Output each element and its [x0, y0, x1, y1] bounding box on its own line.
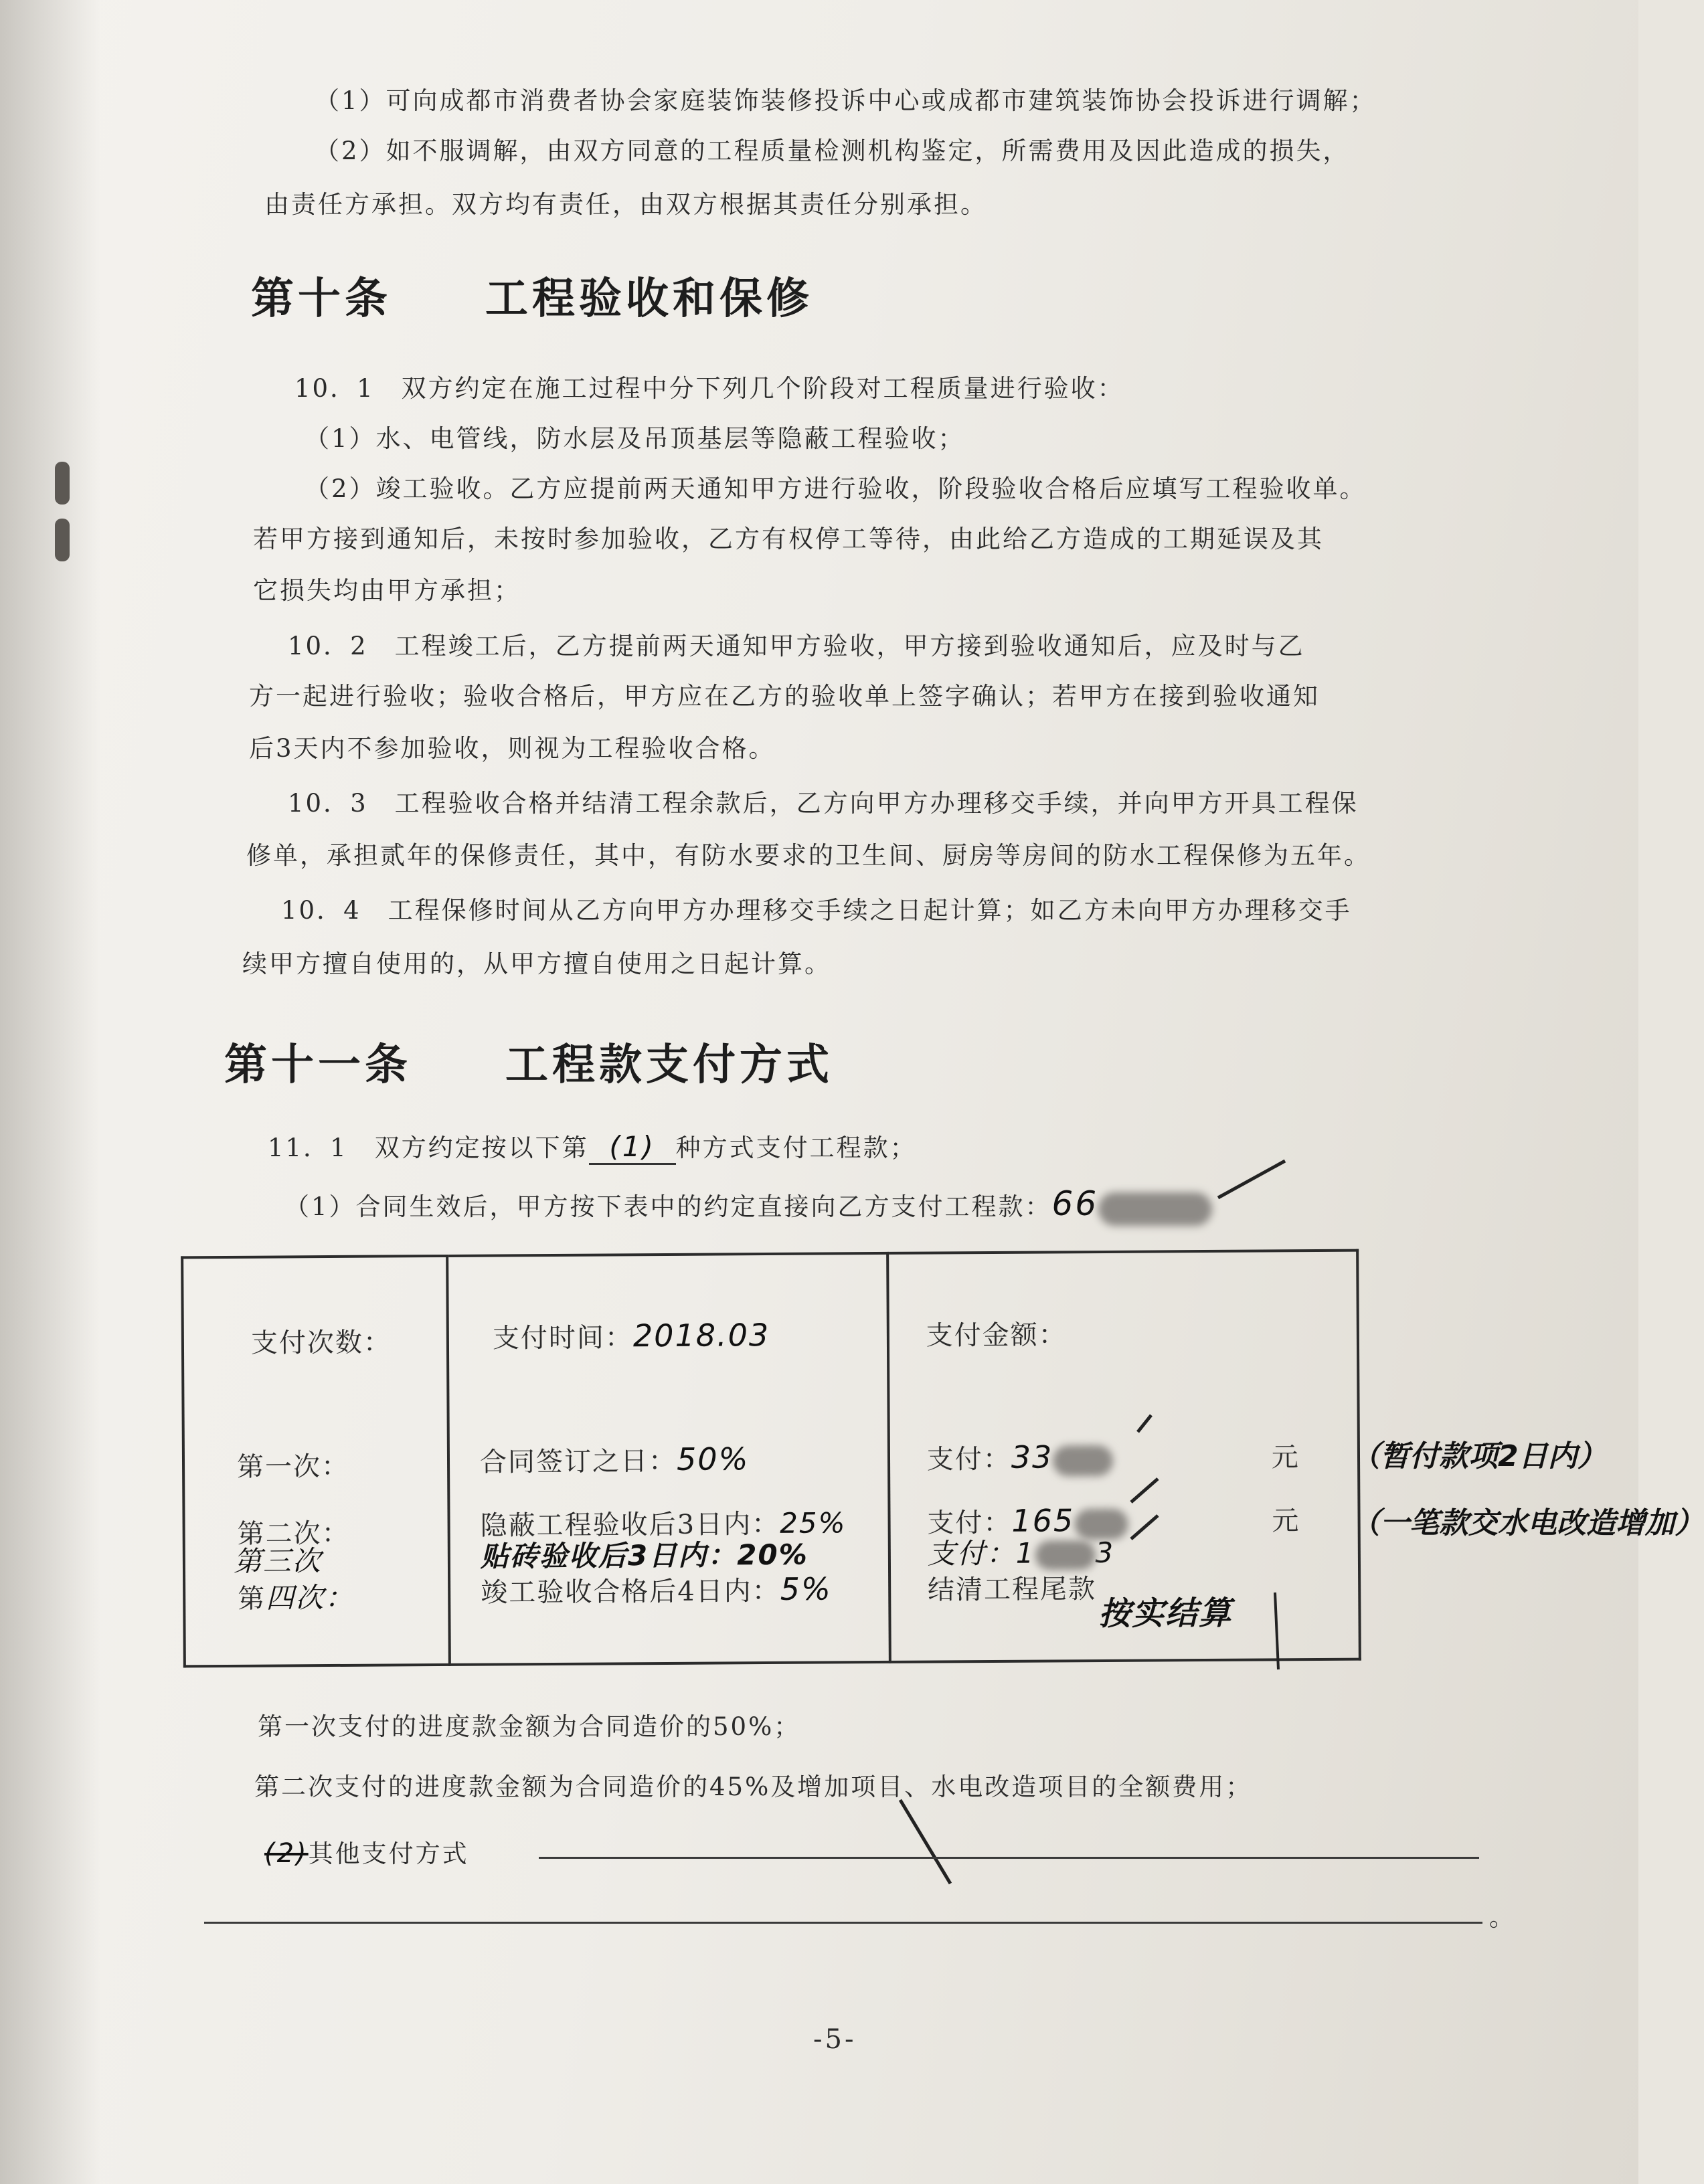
row-2-percent-handwritten: 25%: [779, 1506, 847, 1540]
row-3-amount-digit-handwritten: 3: [1095, 1536, 1115, 1570]
handwritten-note-row-2: （一笔款交水电改造增加）: [1351, 1506, 1704, 1540]
progress-payment-note-2: 第二次支付的进度款金额为合同造价的45%及增加项目、水电改造项目的全额费用；: [254, 1772, 1253, 1801]
header-payment-count: 支付次数：: [250, 1327, 392, 1359]
clause-11-1-suffix: 种方式支付工程款；: [675, 1133, 917, 1162]
article-11-title: 第十一条 工程款支付方式: [224, 1040, 833, 1090]
clause-11-1-prefix: 11．1 双方约定按以下第: [268, 1133, 589, 1162]
header-payment-amount: 支付金额：: [926, 1320, 1067, 1352]
row-4-amount-handwritten: 按实结算: [1098, 1594, 1233, 1633]
clause-line: （2）如不服调解，由双方同意的工程质量检测机构鉴定，所需费用及因此造成的损失，: [315, 136, 1350, 165]
other-payment-label: 其他支付方式: [308, 1839, 469, 1868]
other-payment-method-line: [264, 1833, 469, 1870]
clause-line: 若甲方接到通知后，未按时参加验收，乙方有权停工等待，由此给乙方造成的工期延误及其: [253, 525, 1324, 553]
row-4-percent-handwritten: 5%: [780, 1570, 832, 1607]
strike-through-stroke: [900, 1800, 950, 1884]
clause-line: 由责任方承担。双方均有责任，由双方根据其责任分别承担。: [264, 190, 987, 219]
progress-payment-note-1: 第一次支付的进度款金额为合同造价的50%；: [258, 1712, 801, 1741]
row-3-time-label-handwritten: 贴砖验收后3日内：: [480, 1538, 738, 1573]
row-2-amount-handwritten: 165: [1011, 1502, 1075, 1539]
handwritten-method-number: (1): [609, 1130, 655, 1163]
handwritten-date: 2018.03: [632, 1317, 770, 1354]
clause-10-1: 10．1 双方约定在施工过程中分下列几个阶段对工程质量进行验收：: [294, 374, 1124, 403]
row-2-count: 第二次：: [237, 1518, 350, 1550]
row-2-amount-label: 支付：: [927, 1507, 1012, 1539]
struck-option-number: (2): [264, 1838, 309, 1869]
clause-line: 修单，承担贰年的保修责任，其中，有防水要求的卫生间、厨房等房间的防水工程保修为五年。: [246, 841, 1371, 870]
clause-10-2: 10．2 工程竣工后，乙方提前两天通知甲方验收，甲方接到验收通知后，应及时与乙: [288, 632, 1305, 660]
row-1-unit: 元: [1271, 1442, 1300, 1473]
blank-fill-line: [539, 1857, 1479, 1859]
row-4-count-printed: 第: [238, 1583, 266, 1615]
row-1-amount-label: 支付：: [926, 1443, 1011, 1475]
clause-10-3: 10．3 工程验收合格并结清工程余款后，乙方向甲方办理移交手续，并向甲方开具工程保: [288, 789, 1359, 818]
handwritten-note-row-1: （暂付款项2日内）: [1351, 1439, 1607, 1473]
row-2-unit: 元: [1272, 1506, 1300, 1537]
clause-line: 续甲方擅自使用的，从甲方擅自使用之日起计算。: [242, 949, 831, 978]
clause-line: （2）竣工验收。乙方应提前两天通知甲方进行验收，阶段验收合格后应填写工程验收单。: [305, 474, 1367, 503]
pen-stroke: [1131, 1516, 1158, 1539]
handwritten-total-amount: 66: [1051, 1184, 1099, 1223]
clause-10-4: 10．4 工程保修时间从乙方向甲方办理移交手续之日起计算；如乙方未向甲方办理移交手: [281, 896, 1352, 925]
row-2-time-label: 隐蔽工程验收后3日内：: [480, 1508, 780, 1542]
row-4-time-label: 竣工验收合格后4日内：: [481, 1575, 780, 1609]
row-1-time-label: 合同签订之日：: [479, 1445, 677, 1478]
row-4-amount: 结清工程尾款: [927, 1574, 1097, 1606]
row-1-amount-handwritten: 33: [1011, 1439, 1053, 1475]
pen-stroke: [1131, 1479, 1158, 1502]
row-3-amount-label-handwritten: 支付：1: [927, 1536, 1035, 1570]
row-3-count-handwritten: 第三次: [233, 1544, 323, 1578]
row-4-count-handwritten: 四次：: [266, 1580, 355, 1615]
row-1-count: 第一次：: [236, 1451, 350, 1483]
clause-line: （1）可向成都市消费者协会家庭装饰装修投诉中心或成都市建筑装饰协会投诉进行调解；: [315, 86, 1377, 115]
blank-fill-line: [204, 1922, 1482, 1924]
pen-stroke: [1138, 1415, 1151, 1432]
page-number: -5-: [813, 2024, 857, 2055]
header-payment-time-label: 支付时间：: [492, 1322, 634, 1354]
row-1-percent-handwritten: 50%: [676, 1441, 750, 1477]
pen-stroke: [1218, 1161, 1285, 1198]
article-10-title: 第十条 工程验收和保修: [251, 274, 813, 324]
clause-line: 后3天内不参加验收，则视为工程验收合格。: [249, 734, 776, 763]
clause-line: （1）水、电管线，防水层及吊顶基层等隐蔽工程验收；: [305, 424, 965, 453]
pen-stroke: [1275, 1592, 1278, 1669]
row-3-percent-handwritten: 20%: [737, 1538, 808, 1572]
clause-line: 它损失均由甲方承担；: [253, 576, 521, 605]
period-mark: 。: [1489, 1903, 1516, 1932]
clause-text: （1）合同生效后，甲方按下表中的约定直接向乙方支付工程款：: [284, 1192, 1052, 1221]
clause-line: 方一起进行验收；验收合格后，甲方应在乙方的验收单上签字确认；若甲方在接到验收通知: [249, 682, 1320, 711]
